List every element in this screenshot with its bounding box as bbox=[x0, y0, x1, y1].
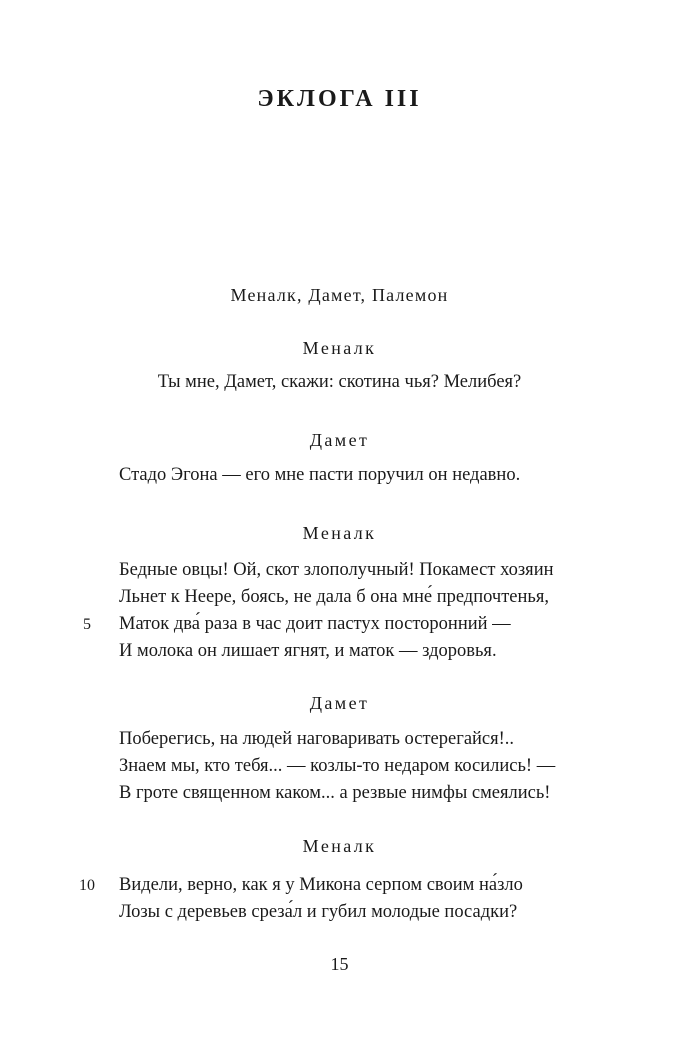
verse-line bbox=[119, 557, 599, 584]
verse-line-text: Лозы с деревьев среза́л и губил молодые посадки? bbox=[119, 902, 518, 922]
verse-line-text: Видели, верно, как я у Микона серпом своим на́зло bbox=[119, 875, 523, 895]
verse-line-text: Льнет к Неере, боясь, не дала б она мне́ предпочтенья, bbox=[119, 587, 549, 607]
verse-line bbox=[0, 369, 679, 396]
verse-line-text: В гроте священном каком... а резвые нимфы смеялись! bbox=[119, 783, 551, 803]
verse-line-text: Поберегись, на людей наговаривать остерегайся!.. bbox=[119, 729, 515, 749]
verse-block bbox=[119, 462, 599, 489]
speaker-name: Меналк bbox=[302, 523, 377, 543]
speaker-name: Меналк bbox=[302, 338, 377, 358]
verse-line bbox=[119, 726, 599, 753]
eclogue-title: ЭКЛОГА III bbox=[257, 86, 422, 112]
verse-line-text: Маток два́ раза в час доит пастух посторонний — bbox=[119, 614, 511, 634]
verse-line-text: И молока он лишает ягнят, и маток — здоровья. bbox=[119, 641, 497, 661]
verse-line-text: Знаем мы, кто тебя... — козлы-то недаром косились! — bbox=[119, 756, 556, 776]
verse-line bbox=[119, 462, 599, 489]
verse-block bbox=[119, 726, 599, 807]
speaker-name: Дамет bbox=[309, 430, 370, 450]
verse-line-text: Стадо Эгона — его мне пасти поручил он недавно. bbox=[119, 465, 521, 485]
verse-line-text: Ты мне, Дамет, скажи: скотина чья? Мелибея? bbox=[157, 372, 522, 392]
verse-line bbox=[119, 584, 599, 611]
verse-line bbox=[119, 780, 599, 807]
verse-line bbox=[119, 753, 599, 780]
line-number: 5 bbox=[83, 616, 91, 633]
verse-line bbox=[119, 899, 599, 926]
verse-line bbox=[119, 638, 599, 665]
page-number: 15 bbox=[330, 954, 349, 974]
line-number: 10 bbox=[79, 877, 95, 894]
speaker-name: Меналк bbox=[302, 836, 377, 856]
speaker-name: Дамет bbox=[309, 693, 370, 713]
verse-block bbox=[83, 557, 599, 665]
verse-line-text: Бедные овцы! Ой, скот злополучный! Покамест хозяин bbox=[119, 560, 554, 580]
verse-block bbox=[0, 369, 679, 396]
verse-block bbox=[79, 872, 599, 926]
verse-line bbox=[79, 872, 599, 899]
verse-line bbox=[83, 611, 599, 638]
dramatis-personae: Меналк, Дамет, Палемон bbox=[230, 285, 449, 305]
